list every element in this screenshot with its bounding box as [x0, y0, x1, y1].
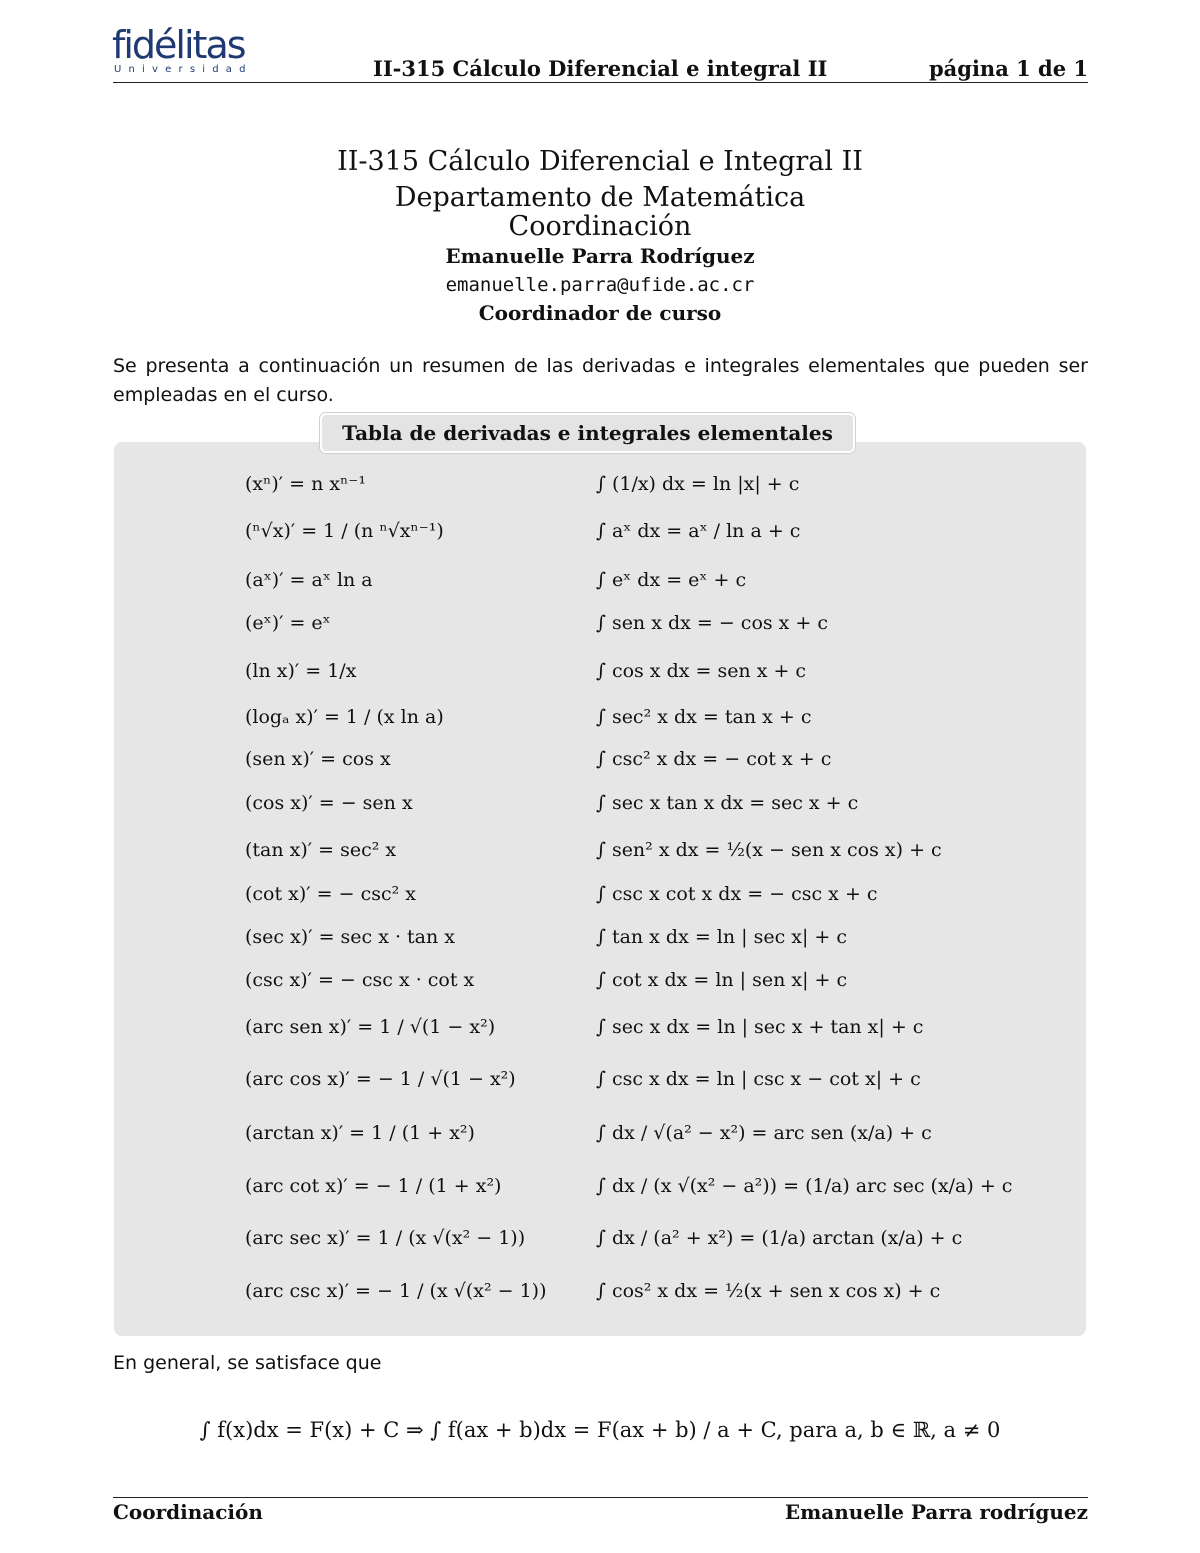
formula-table-title: Tabla de derivadas e integrales elementales	[320, 413, 855, 453]
derivative-formula: (logₐ x)′ = 1 / (x ln a)	[245, 706, 444, 728]
derivative-formula: (ⁿ√x)′ = 1 / (n ⁿ√xⁿ⁻¹)	[245, 520, 444, 542]
integral-formula: ∫ cos² x dx = ½(x + sen x cos x) + c	[596, 1280, 941, 1302]
integral-formula: ∫ cos x dx = sen x + c	[596, 660, 807, 682]
derivative-formula: (sen x)′ = cos x	[245, 748, 391, 770]
derivative-formula: (arc cos x)′ = − 1 / √(1 − x²)	[245, 1068, 516, 1090]
integral-formula: ∫ dx / (a² + x²) = (1/a) arctan (x/a) + c	[596, 1227, 963, 1249]
doc-role: Coordinador de curso	[478, 301, 722, 325]
derivative-formula: (tan x)′ = sec² x	[245, 839, 397, 861]
derivative-formula: (ln x)′ = 1/x	[245, 660, 357, 682]
derivative-formula: (cot x)′ = − csc² x	[245, 883, 416, 905]
doc-email[interactable]: emanuelle.parra@ufide.ac.cr	[445, 274, 755, 296]
integral-formula: ∫ sen x dx = − cos x + c	[596, 612, 829, 634]
derivative-formula: (aˣ)′ = aˣ ln a	[245, 569, 373, 591]
integral-formula: ∫ csc x dx = ln | csc x − cot x| + c	[596, 1068, 921, 1090]
integral-formula: ∫ cot x dx = ln | sen x| + c	[596, 969, 848, 991]
derivative-formula: (eˣ)′ = eˣ	[245, 612, 331, 634]
integral-formula: ∫ sec² x dx = tan x + c	[596, 706, 812, 728]
doc-title-unit: Coordinación	[508, 211, 692, 242]
derivative-formula: (arc sec x)′ = 1 / (x √(x² − 1))	[245, 1227, 526, 1249]
derivative-formula: (cos x)′ = − sen x	[245, 792, 413, 814]
derivative-formula: (arc cot x)′ = − 1 / (1 + x²)	[245, 1175, 502, 1197]
integral-formula: ∫ (1/x) dx = ln |x| + c	[596, 473, 800, 495]
logo-subtext: Universidad	[114, 64, 253, 75]
integral-formula: ∫ csc² x dx = − cot x + c	[596, 748, 832, 770]
doc-title-department: Departamento de Matemática	[394, 182, 806, 213]
integral-formula: ∫ tan x dx = ln | sec x| + c	[596, 926, 848, 948]
integral-formula: ∫ sec x dx = ln | sec x + tan x| + c	[596, 1016, 924, 1038]
header-rule	[113, 82, 1088, 83]
integral-formula: ∫ eˣ dx = eˣ + c	[596, 569, 747, 591]
footer-right: Emanuelle Parra rodríguez	[784, 1500, 1088, 1524]
general-statement: En general, se satisface que	[113, 1352, 382, 1374]
university-logo	[112, 14, 253, 80]
derivative-formula: (sec x)′ = sec x · tan x	[245, 926, 455, 948]
integral-formula: ∫ sec x tan x dx = sec x + c	[596, 792, 859, 814]
intro-paragraph: Se presenta a continuación un resumen de las derivadas e integrales elementales que pueden ser empleadas en el curso.	[113, 355, 1088, 406]
footer-rule	[113, 1497, 1088, 1498]
derivative-formula: (arc csc x)′ = − 1 / (x √(x² − 1))	[245, 1280, 547, 1302]
derivative-formula: (csc x)′ = − csc x · cot x	[245, 969, 475, 991]
header-course-title: II-315 Cálculo Diferencial e integral II	[373, 56, 828, 81]
general-formula: ∫ f(x)dx = F(x) + C ⇒ ∫ f(ax + b)dx = F(ax + b) / a + C, para a, b ∈ ℝ, a ≠ 0	[199, 1418, 1001, 1442]
integral-formula: ∫ dx / (x √(x² − a²)) = (1/a) arc sec (x/a) + c	[596, 1175, 1013, 1197]
integral-formula: ∫ sen² x dx = ½(x − sen x cos x) + c	[596, 839, 942, 861]
header-page-indicator: página 1 de 1	[928, 56, 1088, 81]
derivative-formula: (arc sen x)′ = 1 / √(1 − x²)	[245, 1016, 496, 1038]
derivative-formula: (xⁿ)′ = n xⁿ⁻¹	[245, 473, 366, 495]
integral-formula: ∫ csc x cot x dx = − csc x + c	[596, 883, 878, 905]
integral-formula: ∫ dx / √(a² − x²) = arc sen (x/a) + c	[596, 1122, 932, 1144]
integral-formula: ∫ aˣ dx = aˣ / ln a + c	[596, 520, 801, 542]
doc-title-course: II-315 Cálculo Diferencial e Integral II	[337, 146, 863, 177]
doc-author: Emanuelle Parra Rodríguez	[445, 244, 755, 268]
logo-wordmark: fidélitas	[112, 23, 245, 67]
derivative-formula: (arctan x)′ = 1 / (1 + x²)	[245, 1122, 475, 1144]
footer-left: Coordinación	[113, 1500, 263, 1524]
